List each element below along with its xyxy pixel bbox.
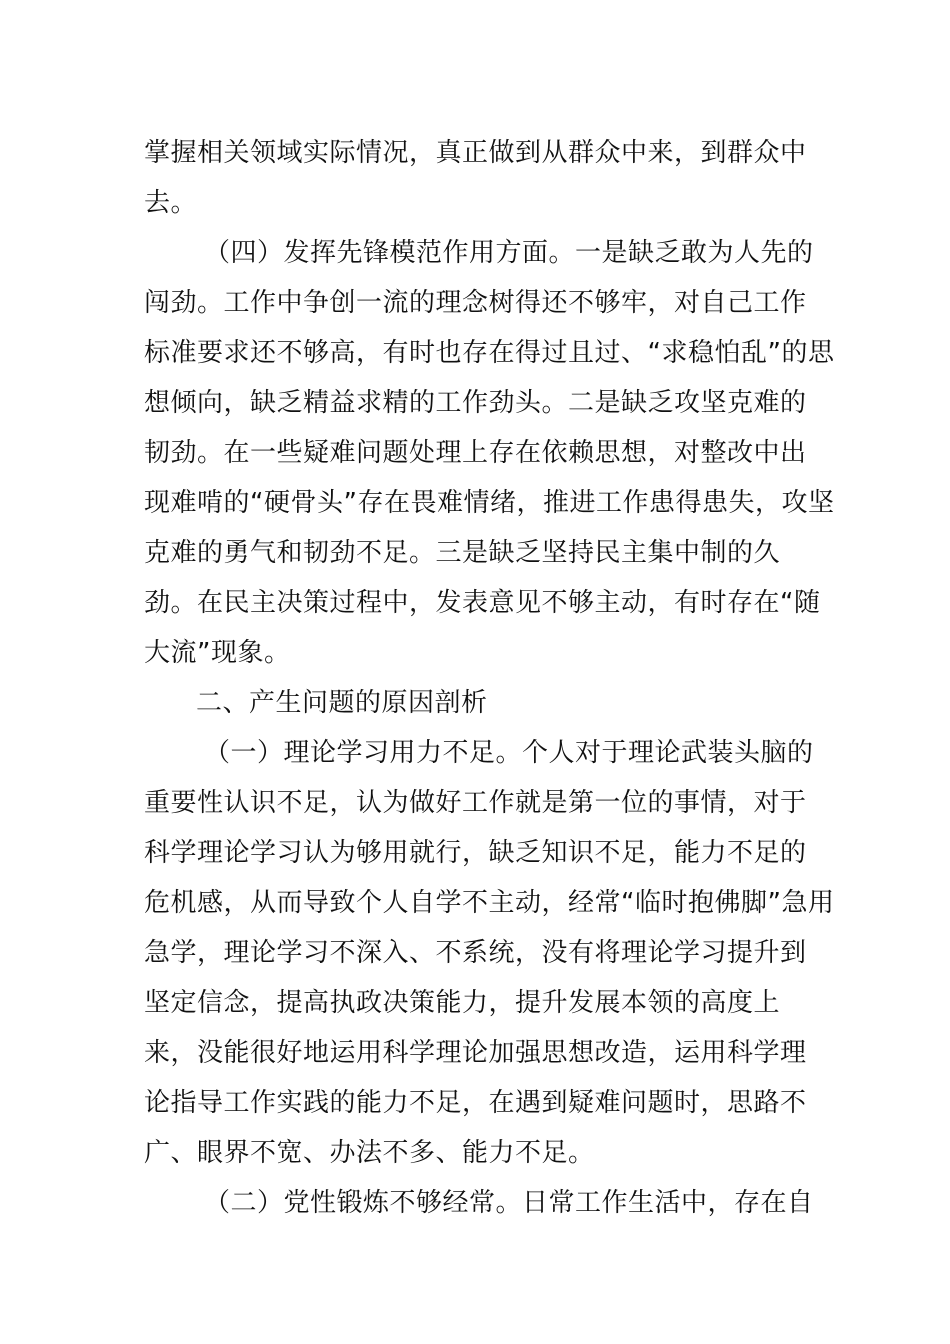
text-line: 科学理论学习认为够用就行，缺乏知识不足，能力不足的 [144,838,807,868]
text-line: 大流”现象。 [144,638,291,668]
section-heading-two: （二）党性锻炼不够经常。日常工作生活中，存在自 [204,1188,814,1218]
chapter-heading: 二、产生问题的原因剖析 [196,688,488,718]
text-line: 去。 [144,188,198,218]
text-line: 闯劲。工作中争创一流的理念树得还不够牢，对自己工作 [144,288,807,318]
text-line: 韧劲。在一些疑难问题处理上存在依赖思想，对整改中出 [144,438,807,468]
text-line: 广、眼界不宽、办法不多、能力不足。 [144,1138,595,1168]
text-line: 论指导工作实践的能力不足，在遇到疑难问题时，思路不 [144,1088,807,1118]
text-line: 坚定信念，提高执政决策能力，提升发展本领的高度上 [144,988,781,1018]
document-body [144,128,844,1228]
text-line: 急学，理论学习不深入、不系统，没有将理论学习提升到 [144,938,807,968]
text-line: 重要性认识不足，认为做好工作就是第一位的事情，对于 [144,788,807,818]
text-line: 劲。在民主决策过程中，发表意见不够主动，有时存在“随 [144,588,821,618]
text-line: 想倾向，缺乏精益求精的工作劲头。二是缺乏攻坚克难的 [144,388,807,418]
text-line: 来，没能很好地运用科学理论加强思想改造，运用科学理 [144,1038,807,1068]
text-line: 危机感，从而导致个人自学不主动，经常“临时抱佛脚”急用 [144,888,835,918]
section-heading-four: （四）发挥先锋模范作用方面。一是缺乏敢为人先的 [204,238,814,268]
section-heading-one: （一）理论学习用力不足。个人对于理论武装头脑的 [204,738,814,768]
text-line: 现难啃的“硬骨头”存在畏难情绪，推进工作患得患失，攻坚 [144,488,835,518]
text-line: 克难的勇气和韧劲不足。三是缺乏坚持民主集中制的久 [144,538,781,568]
text-line: 标准要求还不够高，有时也存在得过且过、“求稳怕乱”的思 [144,338,835,368]
text-line: 掌握相关领域实际情况，真正做到从群众中来，到群众中 [144,138,807,168]
